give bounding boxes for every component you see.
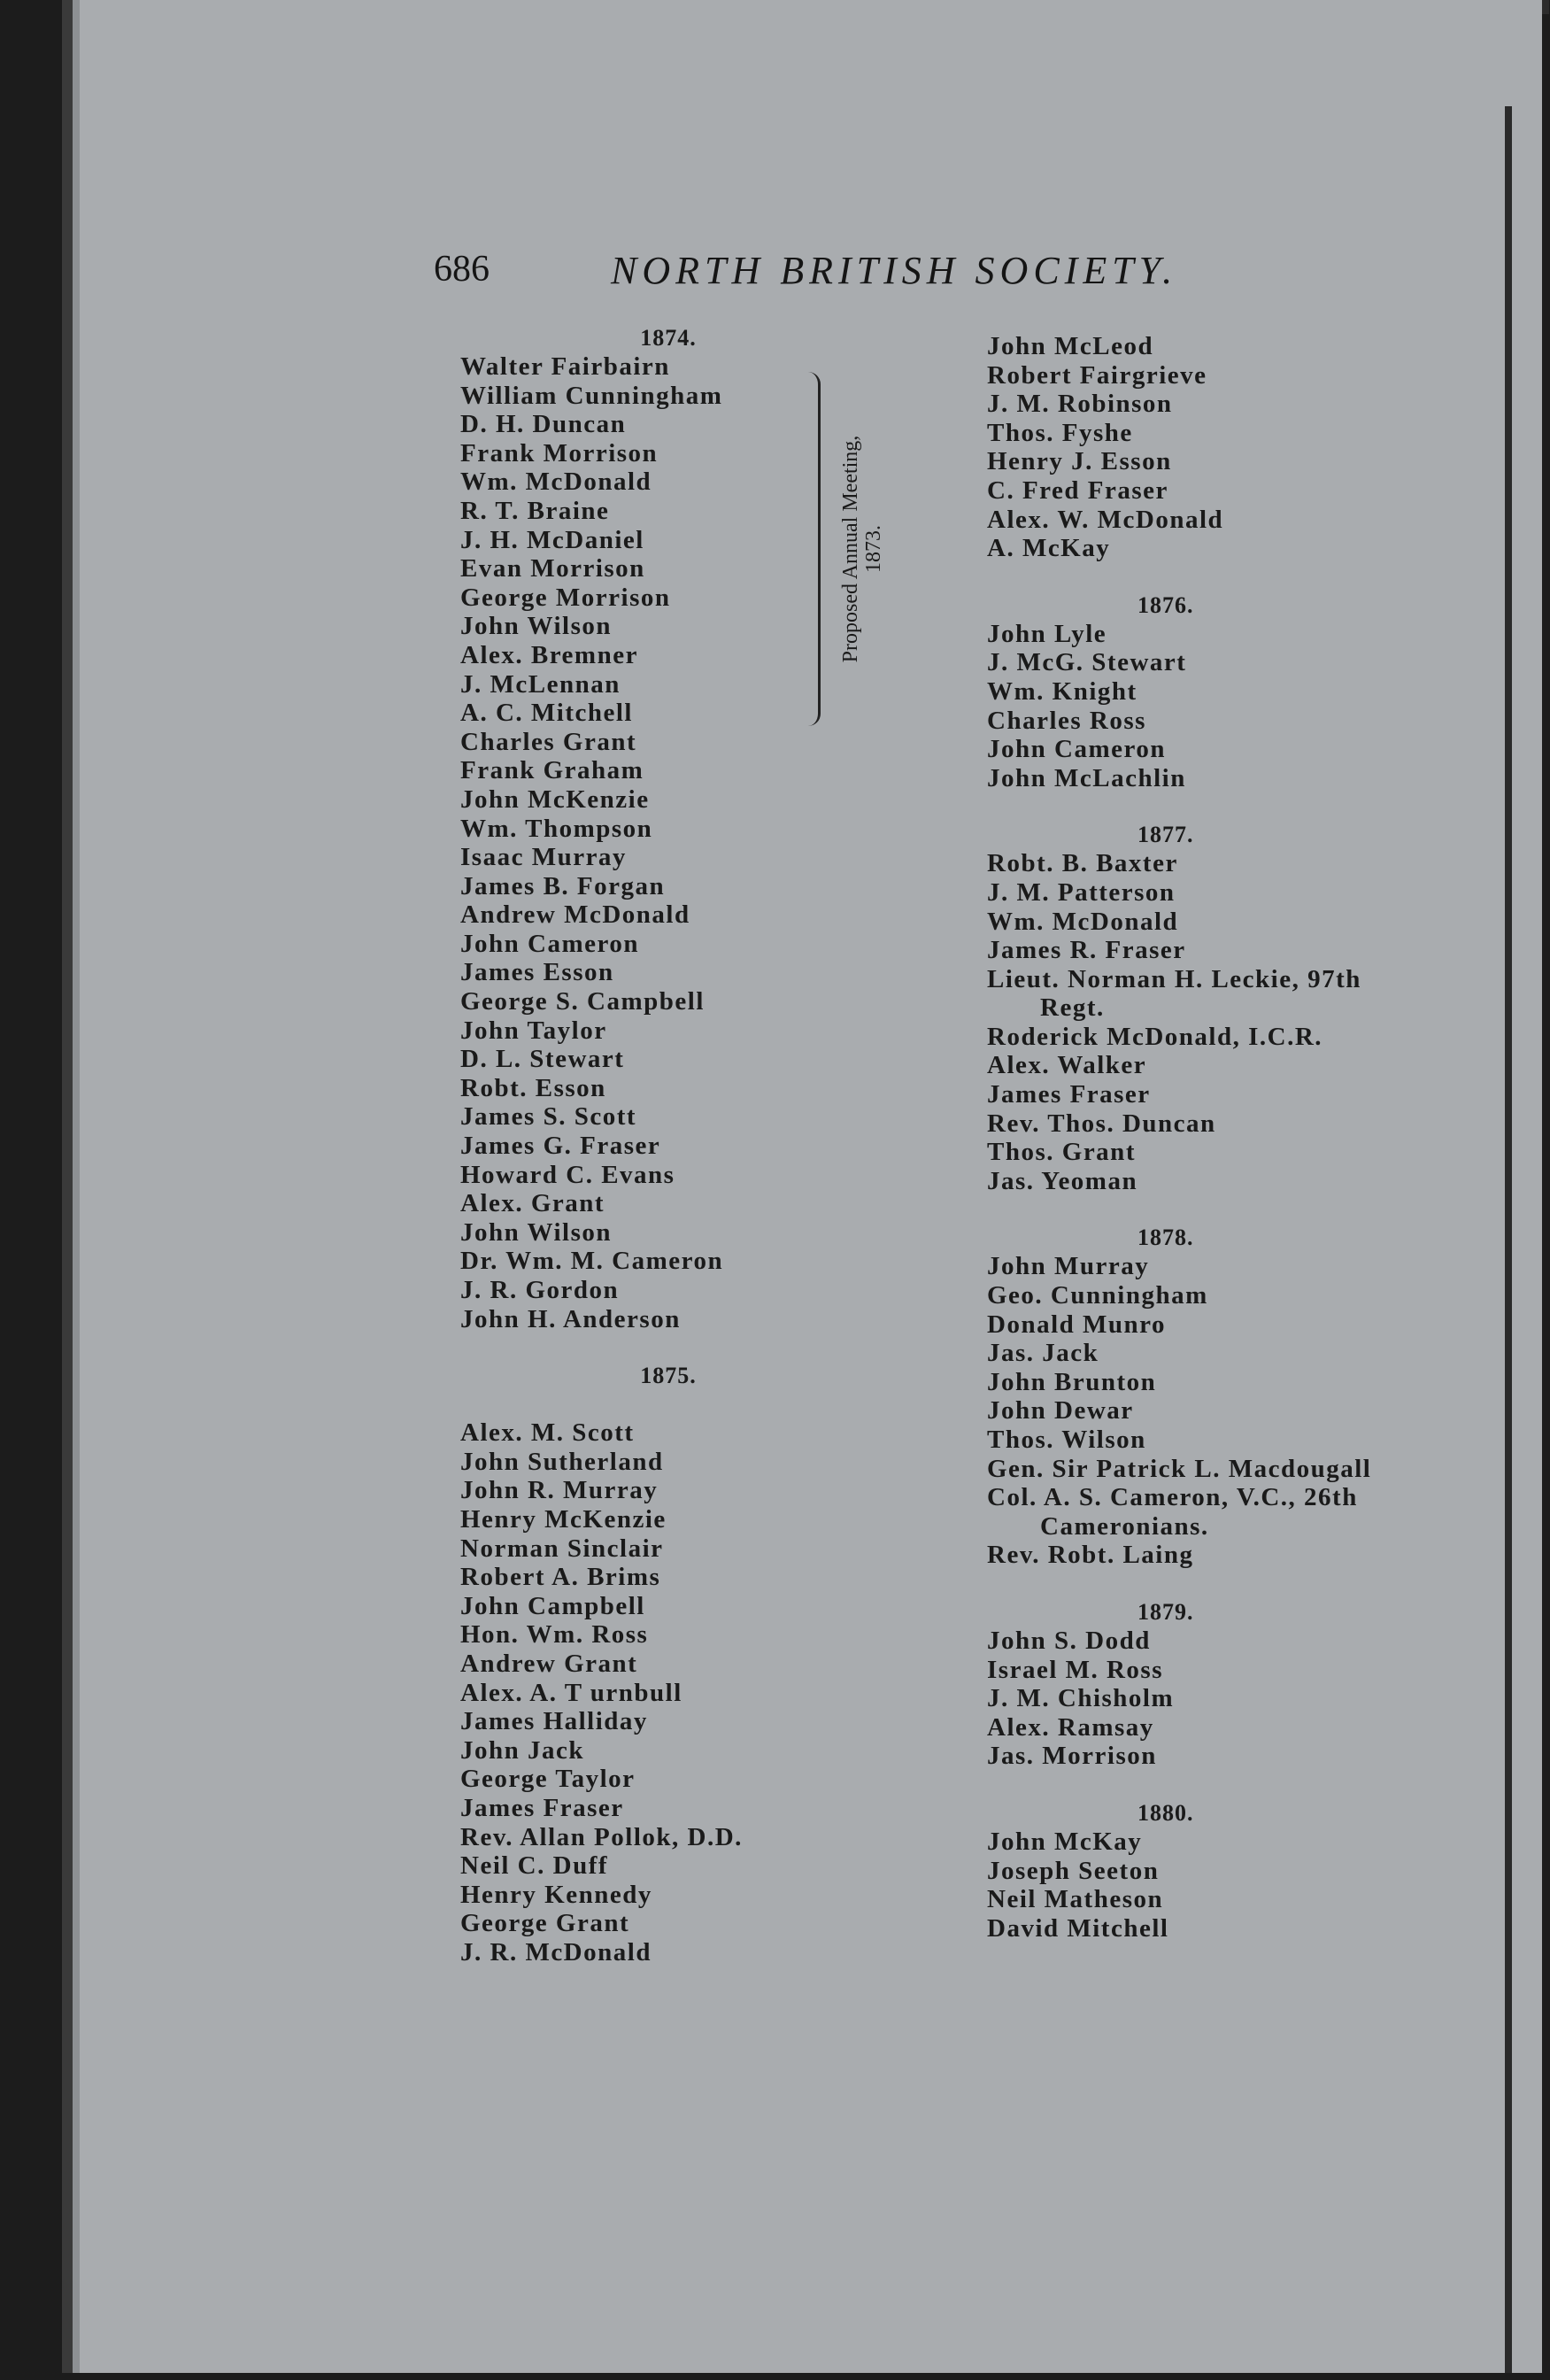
running-title: NORTH BRITISH SOCIETY. xyxy=(611,249,1178,292)
side-note xyxy=(839,372,885,726)
member-name: J. R. Gordon xyxy=(460,1276,620,1304)
year-heading: 1875. xyxy=(640,1363,697,1389)
member-name: A. McKay xyxy=(987,534,1111,563)
member-name: Walter Fairbairn xyxy=(460,352,670,381)
member-name: Rev. Robt. Laing xyxy=(987,1541,1194,1570)
member-name: James S. Scott xyxy=(460,1102,637,1132)
member-name: Robt. B. Baxter xyxy=(987,849,1178,878)
member-name: D. H. Duncan xyxy=(460,410,627,439)
year-heading: 1878. xyxy=(1137,1225,1194,1251)
member-name: Andrew Grant xyxy=(460,1649,638,1678)
member-name: J. McLennan xyxy=(460,669,621,699)
member-name: Charles Ross xyxy=(987,706,1146,735)
member-name: George Morrison xyxy=(460,583,671,612)
member-name: Regt. xyxy=(1040,993,1105,1023)
bracket-brace xyxy=(806,372,821,726)
member-name: Lieut. Norman H. Leckie, 97th xyxy=(987,964,1361,993)
member-name: J. McG. Stewart xyxy=(987,648,1187,677)
member-name: Alex. M. Scott xyxy=(460,1418,635,1448)
year-heading: 1876. xyxy=(1137,591,1194,618)
section-gap xyxy=(987,1771,1483,1799)
member-name: John McKenzie xyxy=(460,784,650,814)
member-name: Jas. Yeoman xyxy=(987,1166,1138,1195)
member-name: George Grant xyxy=(460,1909,630,1938)
member-name: Joseph Seeton xyxy=(987,1856,1160,1885)
year-heading: 1874. xyxy=(640,325,697,351)
member-name: Wm. McDonald xyxy=(987,907,1179,936)
member-name: Henry J. Esson xyxy=(987,447,1172,476)
member-name: James Fraser xyxy=(460,1793,624,1822)
member-name: John Sutherland xyxy=(460,1447,664,1476)
member-name: J. M. Robinson xyxy=(987,390,1173,419)
year-heading: 1879. xyxy=(1137,1598,1194,1625)
member-name: James R. Fraser xyxy=(987,936,1186,965)
member-name: Alex. Bremner xyxy=(460,640,638,669)
member-name: John Brunton xyxy=(987,1367,1157,1396)
member-name: John Wilson xyxy=(460,612,612,641)
section-gap xyxy=(987,1570,1483,1598)
member-name: Thos. Wilson xyxy=(987,1426,1146,1454)
member-name: Alex. W. McDonald xyxy=(987,505,1224,534)
member-name: John McLeod xyxy=(987,332,1154,360)
member-name: Thos. Fyshe xyxy=(987,418,1133,447)
member-name: Alex. Walker xyxy=(987,1051,1147,1080)
member-name: Wm. Knight xyxy=(987,676,1137,706)
member-name: John Jack xyxy=(460,1735,585,1765)
page-right-edge xyxy=(1505,106,1512,2373)
member-name: James Esson xyxy=(460,958,614,987)
member-name: William Cunningham xyxy=(460,381,723,410)
member-name: George S. Campbell xyxy=(460,987,705,1016)
member-name: John Taylor xyxy=(460,1016,607,1045)
member-name: Dr. Wm. M. Cameron xyxy=(460,1247,724,1276)
member-name: James Fraser xyxy=(987,1080,1151,1109)
member-name: Robert Fairgrieve xyxy=(987,360,1207,390)
member-name: Robt. Esson xyxy=(460,1073,606,1102)
member-name: John Lyle xyxy=(987,619,1107,648)
member-name: Frank Morrison xyxy=(460,438,659,468)
member-name: Cameronians. xyxy=(1040,1511,1209,1541)
member-name: James G. Fraser xyxy=(460,1132,661,1161)
member-name: Wm. McDonald xyxy=(460,468,652,497)
member-name: John H. Anderson xyxy=(460,1304,681,1333)
member-name: Thos. Grant xyxy=(987,1138,1136,1167)
page-number: 686 xyxy=(434,249,490,290)
member-name: John Cameron xyxy=(987,735,1166,764)
member-name: John McKay xyxy=(987,1827,1143,1856)
member-name: Rev. Thos. Duncan xyxy=(987,1109,1216,1138)
year-heading: 1877. xyxy=(1137,822,1194,848)
member-name: Evan Morrison xyxy=(460,554,645,583)
year-heading: 1880. xyxy=(1137,1799,1194,1826)
member-name: Henry Kennedy xyxy=(460,1880,652,1909)
member-name: George Taylor xyxy=(460,1765,636,1794)
member-name: James Halliday xyxy=(460,1707,648,1736)
member-name: John R. Murray xyxy=(460,1476,659,1505)
member-name: R. T. Braine xyxy=(460,496,610,525)
member-name: Gen. Sir Patrick L. Macdougall xyxy=(987,1454,1372,1483)
member-name: Howard C. Evans xyxy=(460,1160,675,1189)
member-name: Neil Matheson xyxy=(987,1885,1164,1914)
section-gap xyxy=(987,792,1483,821)
member-name: J. R. McDonald xyxy=(460,1937,652,1967)
member-name: Israel M. Ross xyxy=(987,1655,1164,1684)
member-name: Roderick McDonald, I.C.R. xyxy=(987,1022,1323,1051)
book-spine xyxy=(73,0,80,2373)
member-name: J. M. Patterson xyxy=(987,877,1176,907)
member-name: John Cameron xyxy=(460,929,639,958)
section-gap xyxy=(460,1390,876,1418)
member-name: A. C. Mitchell xyxy=(460,699,633,728)
member-name: James B. Forgan xyxy=(460,871,666,900)
member-name: Jas. Morrison xyxy=(987,1742,1157,1771)
section-gap xyxy=(987,1195,1483,1224)
member-name: J. M. Chisholm xyxy=(987,1684,1175,1713)
member-name: J. H. McDaniel xyxy=(460,525,644,554)
member-name: Charles Grant xyxy=(460,727,637,756)
member-name: Norman Sinclair xyxy=(460,1534,664,1563)
member-name: Rev. Allan Pollok, D.D. xyxy=(460,1822,743,1851)
member-name: Col. A. S. Cameron, V.C., 26th xyxy=(987,1483,1358,1512)
member-name: John Murray xyxy=(987,1252,1150,1281)
member-name: Neil C. Duff xyxy=(460,1851,609,1881)
member-name: Alex. Grant xyxy=(460,1189,605,1218)
member-name: Jas. Jack xyxy=(987,1339,1099,1368)
side-note-line2: 1873. xyxy=(862,525,885,573)
member-name: Andrew McDonald xyxy=(460,900,690,930)
member-name: D. L. Stewart xyxy=(460,1045,625,1074)
member-name: Henry McKenzie xyxy=(460,1504,667,1534)
member-name: John Wilson xyxy=(460,1217,612,1247)
section-gap xyxy=(460,1333,876,1362)
section-gap xyxy=(987,563,1483,591)
right-column xyxy=(987,332,1483,1943)
member-name: David Mitchell xyxy=(987,1913,1169,1943)
side-note-line1: Proposed Annual Meeting, xyxy=(839,435,862,663)
member-name: Robert A. Brims xyxy=(460,1563,661,1592)
member-name: John McLachlin xyxy=(987,763,1186,792)
member-name: C. Fred Fraser xyxy=(987,475,1168,505)
member-name: Donald Munro xyxy=(987,1310,1166,1339)
member-name: Wm. Thompson xyxy=(460,814,653,843)
member-name: John S. Dodd xyxy=(987,1626,1151,1655)
member-name: John Campbell xyxy=(460,1591,645,1620)
member-name: John Dewar xyxy=(987,1396,1134,1426)
member-name: Hon. Wm. Ross xyxy=(460,1620,649,1650)
member-name: Alex. Ramsay xyxy=(987,1712,1154,1742)
member-name: Geo. Cunningham xyxy=(987,1281,1208,1310)
member-name: Alex. A. T urnbull xyxy=(460,1678,682,1707)
member-name: Isaac Murray xyxy=(460,843,627,872)
member-name: Frank Graham xyxy=(460,756,644,785)
